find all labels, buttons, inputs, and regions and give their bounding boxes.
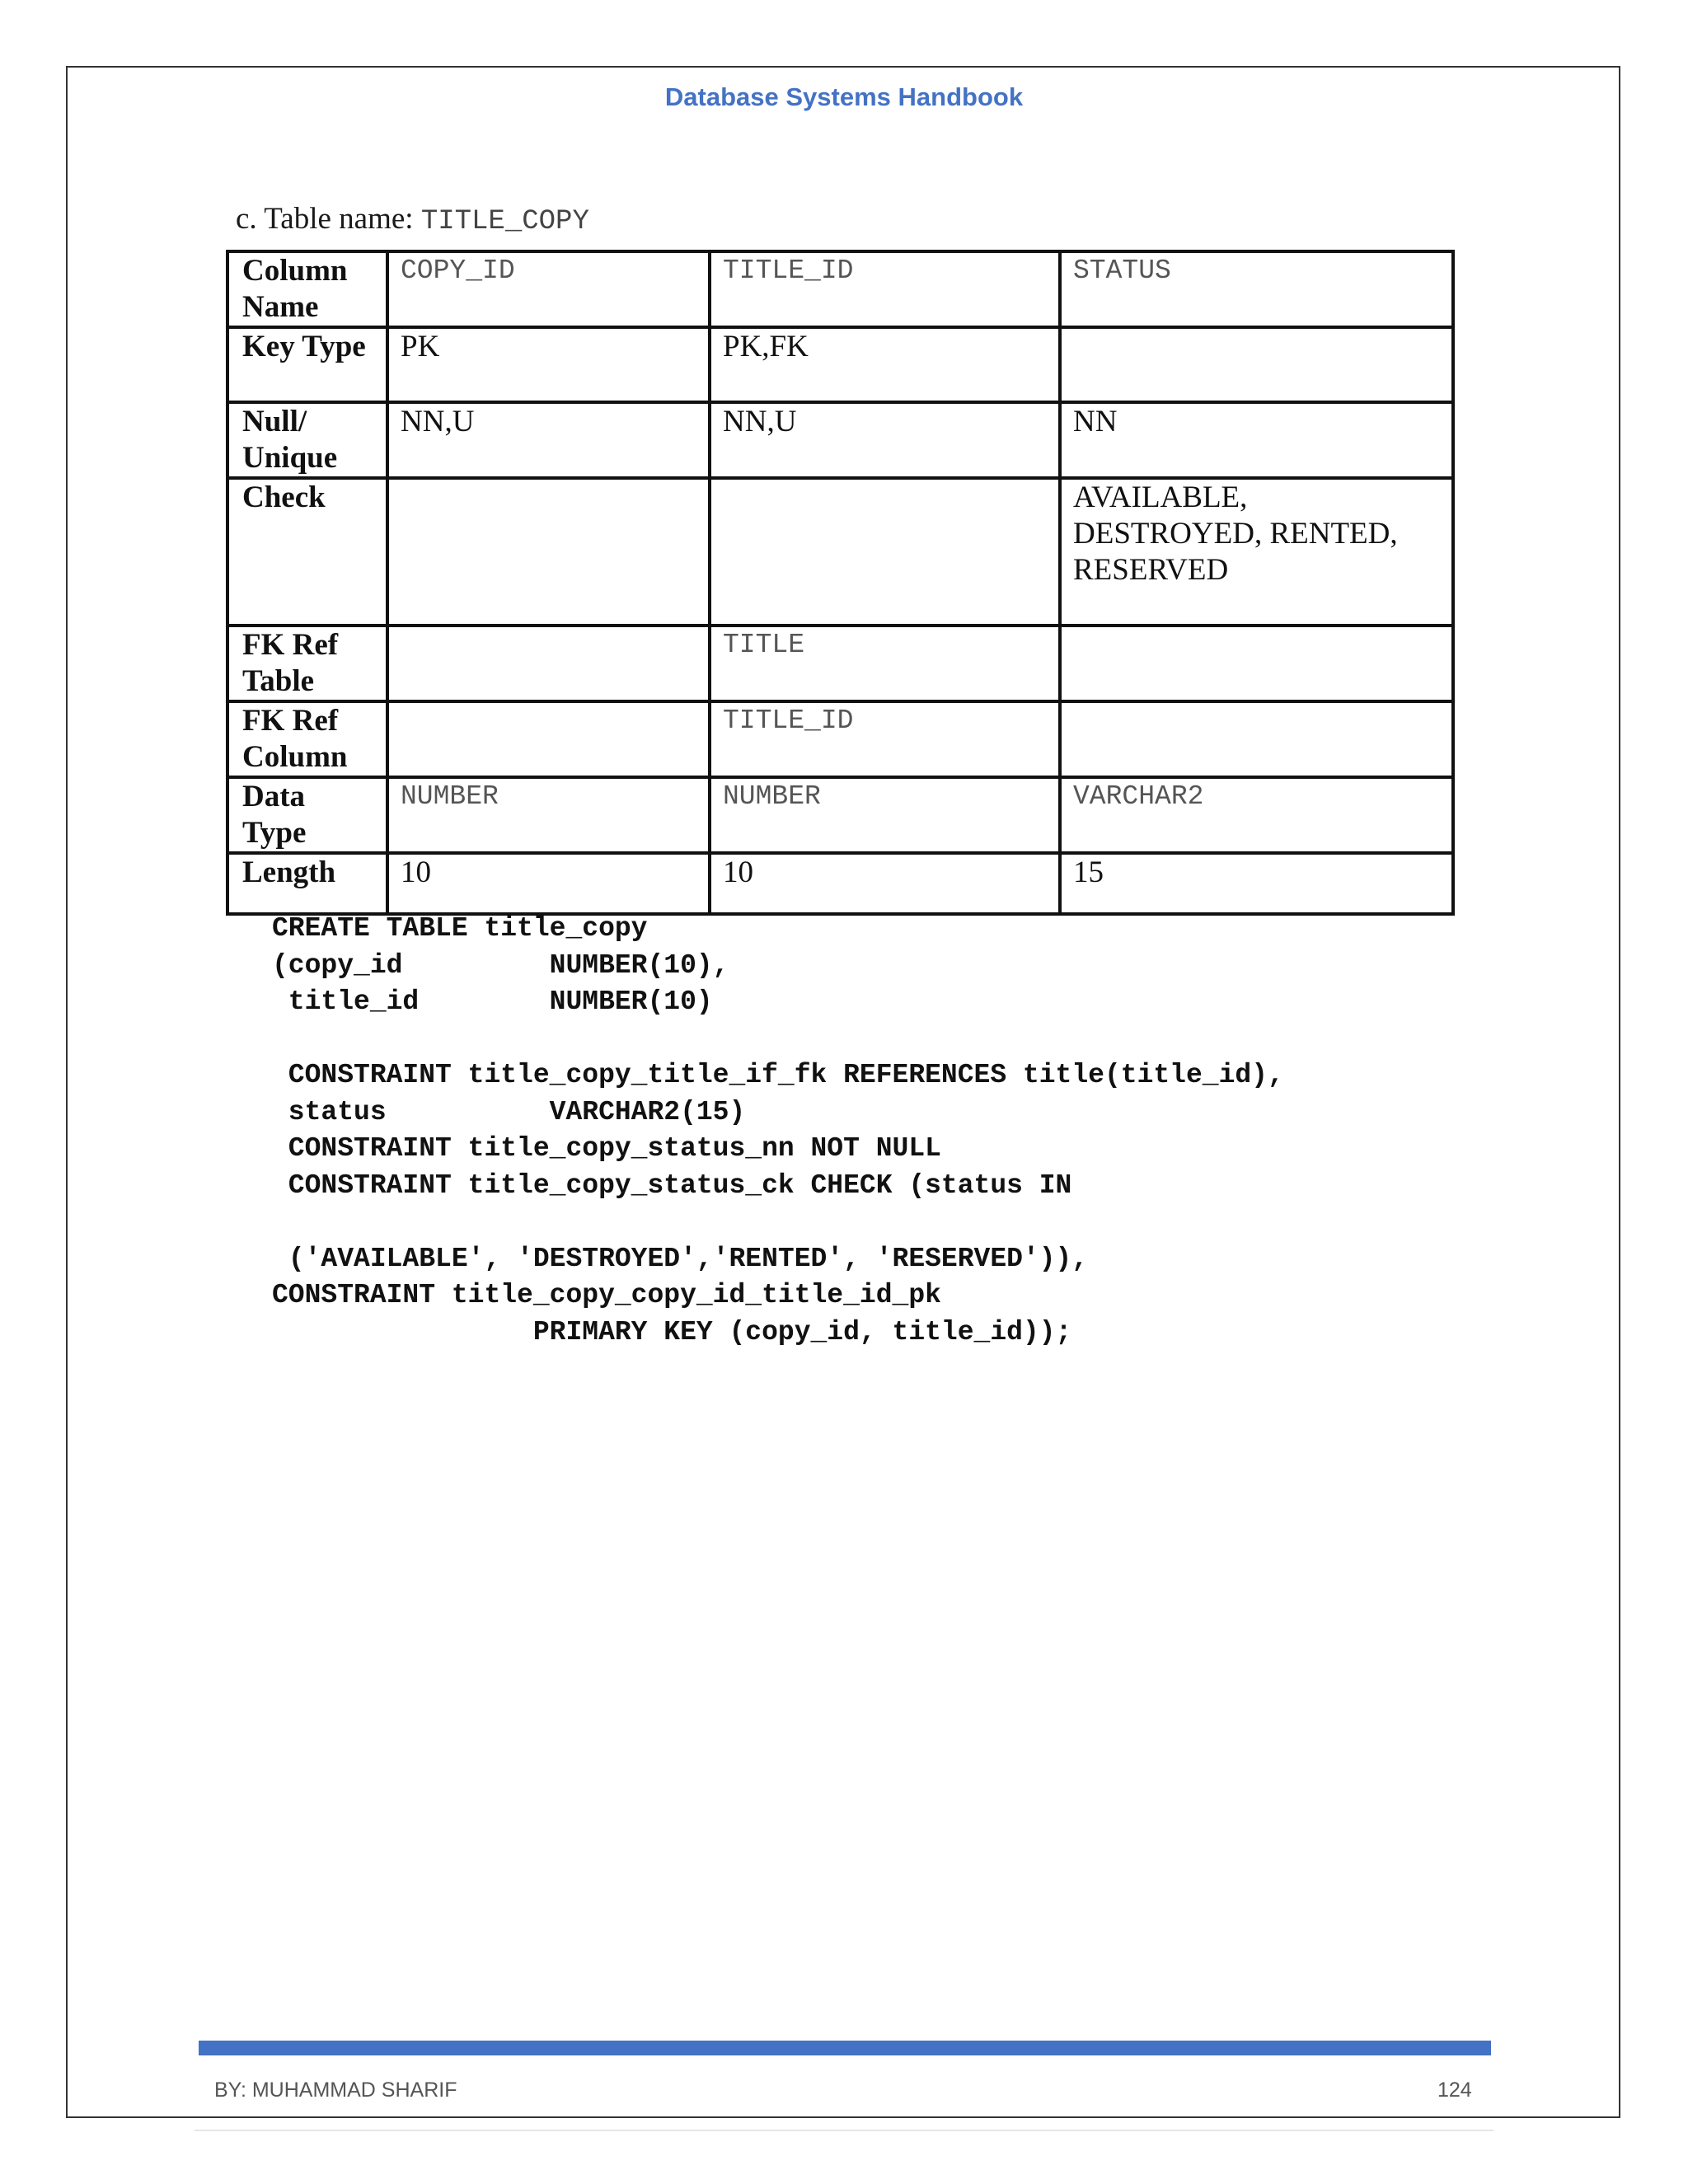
table-cell: NN bbox=[1060, 402, 1453, 478]
row-label: Column Name bbox=[227, 251, 387, 327]
table-cell: NN,U bbox=[710, 402, 1060, 478]
footer-page-number: 124 bbox=[1437, 2079, 1472, 2102]
table-cell: TITLE_ID bbox=[710, 701, 1060, 777]
row-label: FK Ref Column bbox=[227, 701, 387, 777]
table-row-data-type bbox=[227, 777, 1453, 853]
table-caption-name: TITLE_COPY bbox=[420, 206, 589, 237]
table-cell bbox=[387, 478, 710, 626]
table-row-column-name bbox=[227, 251, 1453, 327]
table-cell: NUMBER bbox=[710, 777, 1060, 853]
table-caption-prefix: c. Table name: bbox=[236, 202, 421, 236]
table-cell: PK,FK bbox=[710, 327, 1060, 402]
table-cell: COPY_ID bbox=[387, 251, 710, 327]
table-cell bbox=[1060, 626, 1453, 701]
title-copy-table bbox=[226, 250, 1455, 916]
table-row-fk-ref-column bbox=[227, 701, 1453, 777]
row-label: Length bbox=[227, 853, 387, 914]
table-row-length bbox=[227, 853, 1453, 914]
table-cell: PK bbox=[387, 327, 710, 402]
table-cell bbox=[1060, 327, 1453, 402]
table-row-key-type bbox=[227, 327, 1453, 402]
footer-divider bbox=[195, 2130, 1493, 2131]
table-cell: VARCHAR2 bbox=[1060, 777, 1453, 853]
table-cell bbox=[710, 478, 1060, 626]
footer-accent-bar bbox=[199, 2041, 1491, 2055]
page-header-title: Database Systems Handbook bbox=[664, 82, 1024, 111]
table-cell bbox=[1060, 701, 1453, 777]
table-cell: NUMBER bbox=[387, 777, 710, 853]
table-row-null-unique bbox=[227, 402, 1453, 478]
table-cell: TITLE bbox=[710, 626, 1060, 701]
table-cell: NN,U bbox=[387, 402, 710, 478]
table-cell: STATUS bbox=[1060, 251, 1453, 327]
table-cell bbox=[387, 626, 710, 701]
footer-author: BY: MUHAMMAD SHARIF bbox=[214, 2079, 457, 2102]
table-cell: 10 bbox=[387, 853, 710, 914]
sql-create-table-code: CREATE TABLE title_copy (copy_id NUMBER(10), title_id NUMBER(10) CONSTRAINT title_copy_title_if_fk REFERENCES title(title_id), status VARCHAR2(15) CONSTRAINT title_copy_status_nn NOT NULL CONSTRAINT title_copy_status_ck CHECK (status IN ('AVAILABLE', 'DESTROYED','RENTED', 'RESERVED')), CONSTRAINT title_copy_copy_id_title_id_pk PRIMARY KEY (copy_id, title_id)); bbox=[272, 913, 1284, 1347]
table-row-fk-ref-table bbox=[227, 626, 1453, 701]
row-label: Check bbox=[227, 478, 387, 626]
table-cell: TITLE_ID bbox=[710, 251, 1060, 327]
table-cell: 15 bbox=[1060, 853, 1453, 914]
table-cell: 10 bbox=[710, 853, 1060, 914]
row-label: Null/ Unique bbox=[227, 402, 387, 478]
table-cell: AVAILABLE, DESTROYED, RENTED, RESERVED bbox=[1060, 478, 1453, 626]
table-cell bbox=[387, 701, 710, 777]
row-label: FK Ref Table bbox=[227, 626, 387, 701]
table-caption bbox=[236, 201, 589, 237]
row-label: Data Type bbox=[227, 777, 387, 853]
table-row-check bbox=[227, 478, 1453, 626]
row-label: Key Type bbox=[227, 327, 387, 402]
